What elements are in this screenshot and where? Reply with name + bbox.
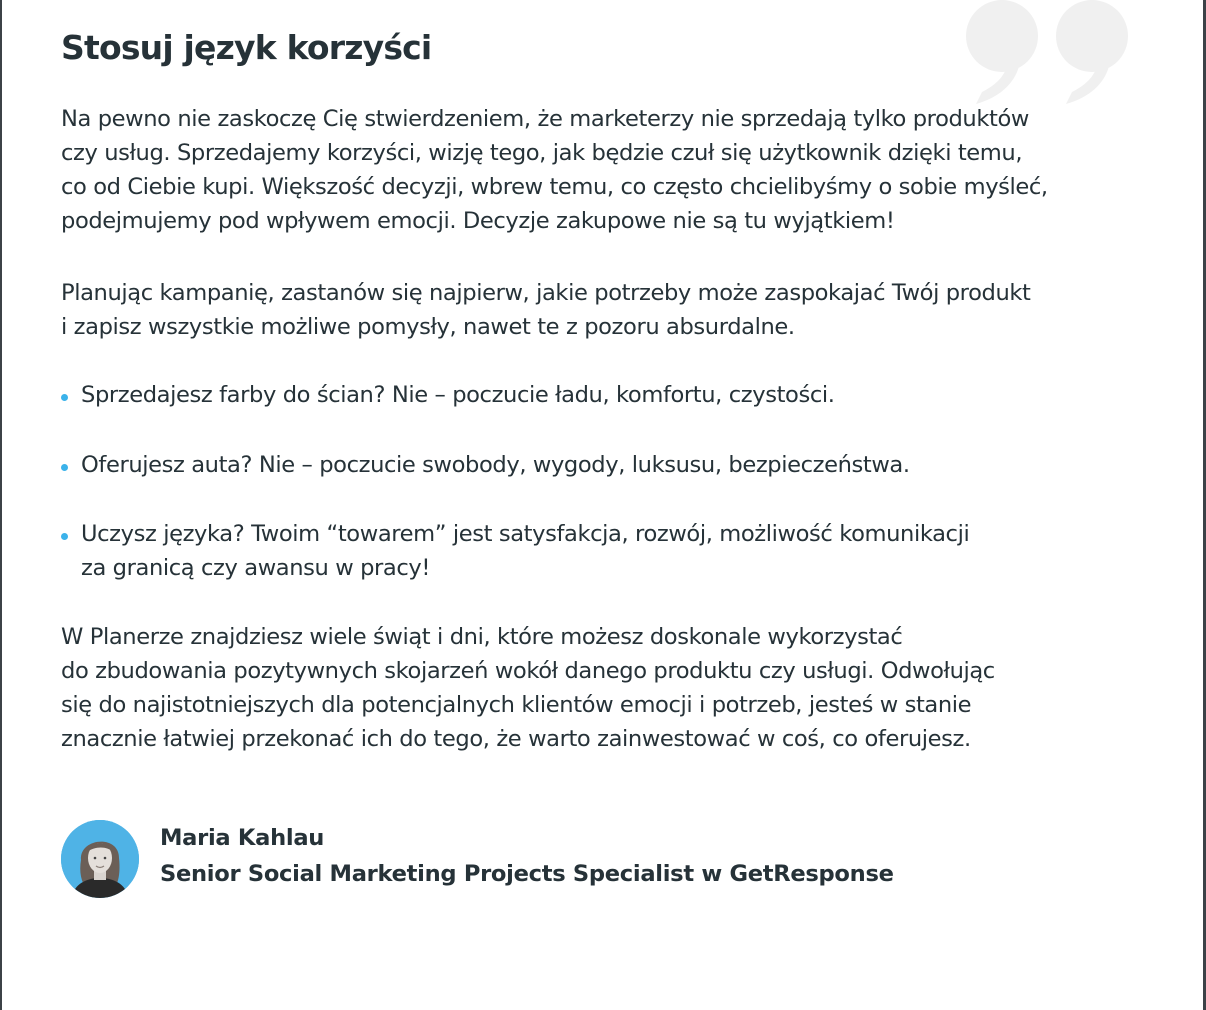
quote-mark-icon xyxy=(958,0,1148,108)
frame-left-border xyxy=(0,0,2,1010)
person-photo-icon xyxy=(61,820,139,898)
list-item xyxy=(61,378,835,412)
bullet-dot-icon xyxy=(61,533,68,540)
list-item xyxy=(61,448,910,482)
list-item-text: za granicą czy awansu w pracy! xyxy=(81,555,430,581)
bullet-dot-icon xyxy=(61,394,68,401)
paragraph-line: Na pewno nie zaskoczę Cię stwierdzeniem, że marketerzy nie sprzedają tylko produktów xyxy=(61,106,1029,132)
list-item xyxy=(61,517,969,585)
paragraph-intro xyxy=(61,102,1048,238)
article-title: Stosuj język korzyści xyxy=(61,28,432,67)
list-item-text: Sprzedajesz farby do ścian? Nie – poczucie ładu, komfortu, czystości. xyxy=(81,382,835,408)
paragraph-line: się do najistotniejszych dla potencjalnych klientów emocji i potrzeb, jesteś w stanie xyxy=(61,692,972,718)
author-name: Maria Kahlau xyxy=(160,825,325,851)
avatar xyxy=(61,820,139,898)
paragraph-line: do zbudowania pozytywnych skojarzeń wokół danego produktu czy usługi. Odwołując xyxy=(61,658,995,684)
bullet-dot-icon xyxy=(61,464,68,471)
paragraph-line: i zapisz wszystkie możliwe pomysły, nawet te z pozoru absurdalne. xyxy=(61,314,795,340)
list-item-text: Uczysz języka? Twoim “towarem” jest satysfakcja, rozwój, możliwość komunikacji xyxy=(81,521,970,547)
paragraph-planning xyxy=(61,276,1031,344)
paragraph-planner xyxy=(61,620,995,756)
author-role: Senior Social Marketing Projects Specialist w GetResponse xyxy=(160,861,894,887)
paragraph-line: W Planerze znajdziesz wiele świąt i dni, które możesz doskonale wykorzystać xyxy=(61,624,903,650)
paragraph-line: czy usług. Sprzedajemy korzyści, wizję tego, jak będzie czuł się użytkownik dzięki temu, xyxy=(61,140,1023,166)
author-block xyxy=(61,820,961,902)
paragraph-line: co od Ciebie kupi. Większość decyzji, wbrew temu, co często chcielibyśmy o sobie myśleć, xyxy=(61,174,1048,200)
paragraph-line: podejmujemy pod wpływem emocji. Decyzje zakupowe nie są tu wyjątkiem! xyxy=(61,208,895,234)
list-item-text: Oferujesz auta? Nie – poczucie swobody, wygody, luksusu, bezpieczeństwa. xyxy=(81,452,910,478)
paragraph-line: znacznie łatwiej przekonać ich do tego, że warto zainwestować w coś, co oferujesz. xyxy=(61,726,971,752)
paragraph-line: Planując kampanię, zastanów się najpierw, jakie potrzeby może zaspokajać Twój produkt xyxy=(61,280,1031,306)
